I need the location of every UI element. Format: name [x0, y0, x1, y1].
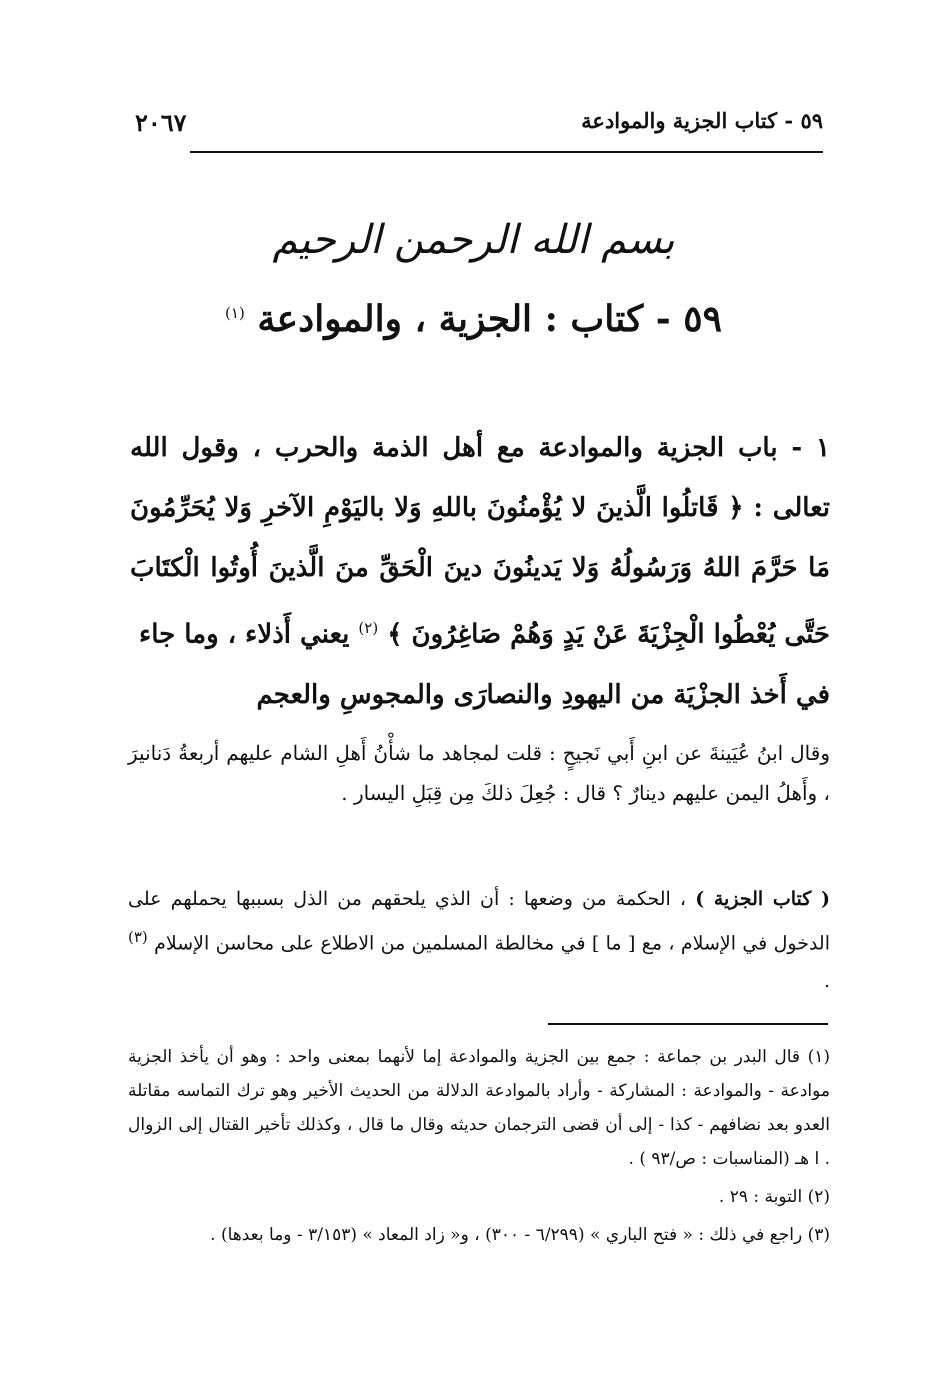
commentary-footnote-ref: (٣): [128, 928, 148, 946]
quran-verse: ﴿ قَاتلُوا الَّذينَ لا يُؤْمنُونَ باللهِ وَلا باليَوْمِ الآخرِ وَلا يُحَرِّمُونَ مَا حَرَّمَ اللهُ وَرَسُولُهُ وَلا يَدينُونَ دينَ الْحَقِّ منَ الَّذينَ أُوتُوا الْكتَابَ حَتَّى يُعْطُوا الْجِزْيَةَ عَنْ يَدٍ وَهُمْ صَاغِرُونَ ﴾: [130, 493, 830, 650]
chapter-explanation: يعني أَذلاء ، وما جاء: [138, 619, 350, 650]
footnote-number: (٣): [807, 1225, 830, 1245]
basmala-calligraphy: بسم الله الرحمن الرحيم: [272, 217, 675, 263]
running-title: ٥٩ - كتاب الجزية والموادعة: [581, 108, 823, 133]
footnote-text: راجع في ذلك : « فتح الباري » (٦/٢٩٩ - ٣٠٠) ، و« زاد المعاد » (٣/١٥٣ - وما بعدها) .: [210, 1225, 803, 1245]
verse-footnote-ref: (٢): [358, 619, 379, 637]
footnote-1: [128, 1040, 830, 1176]
header-divider: [190, 151, 823, 153]
paragraph-commentary: [128, 880, 830, 1000]
book-title-footnote-ref: (١): [225, 304, 245, 322]
footnote-text: التوبة : ٢٩ .: [718, 1187, 803, 1207]
chapter-heading: [130, 418, 830, 725]
paragraph-narration: وقال ابنُ عُيَينةَ عن ابنِ أَبي نَجيحٍ : قلت لمجاهد ما شأْنُ أَهلِ الشام عليهم أربعةُ دَنانيرَ ، وأَهلُ اليمن عليهم دينارٌ ؟ قال : جُعِلَ ذلكَ مِن قِبَلِ اليسار .: [128, 741, 830, 805]
footnote-3: [128, 1218, 830, 1252]
commentary-lead: ( كتاب الجزية ): [695, 888, 830, 910]
page-header: [135, 108, 823, 148]
page-number: ٢٠٦٧: [135, 108, 187, 137]
chapter-last-line: في أَخذ الجزْيَة من اليهودِ والنصارَى والمجوسِ والعجم: [256, 679, 830, 710]
chapter-title: ١ - باب الجزية والموادعة مع أهل الذمة والحرب ، وقول الله تعالى :: [130, 433, 830, 523]
footnote-number: (١): [807, 1047, 831, 1067]
book-title: [140, 298, 807, 340]
footnotes: [128, 1040, 830, 1256]
commentary-text: ، الحكمة من وضعها : أن الذي يلحقهم من الذل بسببها يحملهم على الدخول في الإسلام ، مع [ ما ] في مخالطة المسلمين من الاطلاع على محاسن الإسلام: [128, 888, 830, 955]
footnote-number: (٢): [807, 1187, 830, 1207]
footnote-2: [128, 1180, 830, 1214]
footnote-text: قال البدر بن جماعة : جمع بين الجزية والموادعة إما لأنهما بمعنى واحد : وهو أن يأخذ الجزية موادعة - والموادعة : المشاركة - وأراد بالموادعة الدلالة من الحديث الأخير وهو ترك التماسه مقاتلة العدو بعد نضافهم - كذا - إلى أن قضى الترجمان حديثه وقال ما قال ، وكذلك تأخير القتال إلى الزوال . ا هـ (المناسبات : ص/٩٣ ) .: [128, 1047, 830, 1169]
footnote-divider: [548, 1023, 828, 1025]
book-title-text: ٥٩ - كتاب : الجزية ، والموادعة: [257, 298, 722, 340]
commentary-end: .: [823, 970, 830, 993]
